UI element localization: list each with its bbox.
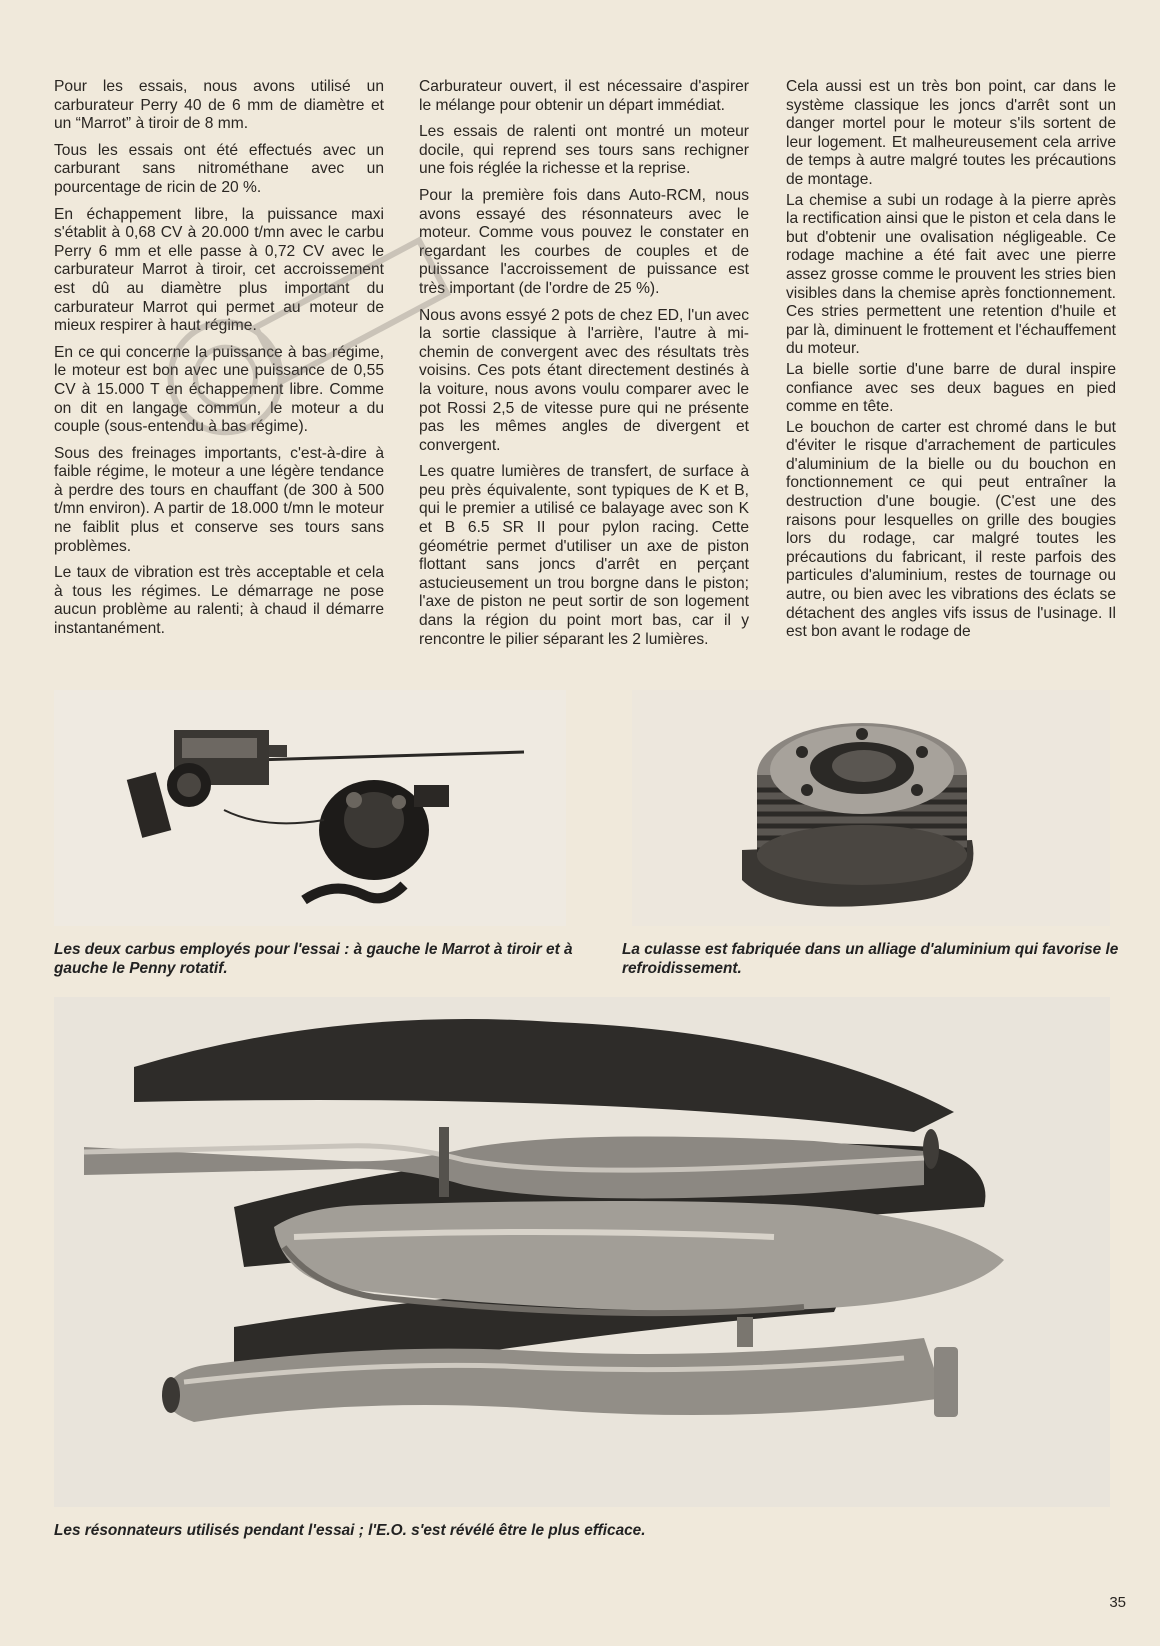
paragraph: La bielle sortie d'une barre de dural inspire confiance avec ses deux bagues en pied comme en tête. [786, 360, 1116, 416]
caption-cylinder-head: La culasse est fabriquée dans un alliage d'aluminium qui favorise le refroidissement. [622, 941, 1119, 977]
caption-resonators: Les résonnateurs utilisés pendant l'essai ; l'E.O. s'est révélé être le plus efficace. [54, 1522, 646, 1539]
paragraph: Nous avons essyé 2 pots de chez ED, l'un avec la sortie classique à l'arrière, l'autre à mi-chemin de convergent avec des résultats très voisins. Ces pots étant directement destinés à la voiture, nous avons voulu comparer avec le pot Rossi 2,5 de vitesse pure qui ne présente pas les mêmes angles de divergent et convergent. [419, 306, 749, 454]
photo-carburetors [54, 690, 566, 926]
paragraph: Le taux de vibration est très acceptable et cela à tous les régimes. Le démarrage ne pose aucun problème au ralenti; à chaud il démarre instantanément. [54, 564, 384, 638]
paragraph: Carburateur ouvert, il est nécessaire d'aspirer le mélange pour obtenir un départ immédiat. [419, 78, 749, 114]
photo-resonators [54, 997, 1110, 1507]
paragraph: Le bouchon de carter est chromé dans le but d'éviter le risque d'arrachement de particules d'aluminium de la bielle ou du bouchon en fonctionnement ce qui peut entraîner la destruction d'une bougie. (C'est une des raisons pour lesquelles on grille des bougies lors du rodage, car malgré toutes les précautions du fabricant, il reste parfois des particules d'aluminium, restes de tournage ou autre, ou bien avec les vibrations des éclats se détachent des angles vifs issus de l'usinage. Il est bon avant le rodage de [786, 418, 1116, 641]
photo-cylinder-head [632, 690, 1110, 926]
paragraph: Sous des freinages importants, c'est-à-dire à faible régime, le moteur a une légère tendance à perdre des tours en chauffant (de 300 à 500 t/mn environ). A partir de 18.000 t/mn le moteur ne faiblit plus et conserve ses tours sans problèmes. [54, 444, 384, 555]
paragraph: En échappement libre, la puissance maxi s'établit à 0,68 CV à 20.000 t/mn avec le carbu Perry 6 mm et elle passe à 0,72 CV avec le carburateur Marrot à tiroir, cet accroissement est dû au diamètre plus important du carburateur Marrot qui permet au moteur de mieux respirer à haut régime. [54, 205, 384, 335]
paragraph: Les quatre lumières de transfert, de surface à peu près équivalente, sont typiques de K et B, qui le premier a utilisé ce balayage avec son K et B 6.5 SR II pour pylon racing. Cette géométrie permet d'utiliser un axe de piston flottant sans joncs d'arrêt en perçant astucieusement un trou borgne dans le piston; l'axe de piston ne peut sortir de son logement dans la région du point mort bas, car il y rencontre le pilier séparant les 2 lumières. [419, 463, 749, 648]
paragraph: Tous les essais ont été effectués avec un carburant sans nitrométhane avec un pourcentage de ricin de 20 %. [54, 141, 384, 196]
paragraph: Pour la première fois dans Auto-RCM, nous avons essayé des résonnateurs avec le moteur. Comme vous pouvez le constater en regardant les courbes de couples et de puissance l'accroissement de puissance est très important (de l'ordre de 25 %). [419, 186, 749, 297]
paragraph: Les essais de ralenti ont montré un moteur docile, qui reprend ses tours sans rechigner une fois réglée la richesse et la reprise. [419, 123, 749, 178]
paragraph: Pour les essais, nous avons utilisé un carburateur Perry 40 de 6 mm de diamètre et un “Marrot” à tiroir de 8 mm. [54, 78, 384, 133]
text-column-3 [786, 78, 1116, 650]
caption-carburetors: Les deux carbus employés pour l'essai : à gauche le Marrot à tiroir et à gauche le Penny rotatif. [54, 941, 573, 977]
paragraph: En ce qui concerne la puissance à bas régime, le moteur est bon avec une puissance de 0,55 CV à 15.000 T en échappement libre. Comme on dit en langage commun, le moteur a du couple (sous-entendu à bas régime). [54, 343, 384, 436]
page-number: 35 [1109, 1594, 1126, 1611]
paragraph: La chemise a subi un rodage à la pierre après la rectification ainsi que le piston et cela dans le but d'obtenir une ovalisation négligeable. Ce rodage machine a été fait avec une pierre assez grosse comme le prouvent les stries bien visibles dans la chemise après fonctionnement. Ces stries permettent une retention d'huile et par là, diminuent le frottement et l'échauffement du moteur. [786, 191, 1116, 358]
text-column-2 [419, 78, 749, 657]
paragraph: Cela aussi est un très bon point, car dans le système classique les joncs d'arrêt sont un danger mortel pour le moteur s'ils sortent de leur logement. Et malheureusement cela arrive de temps à autre malgré toutes les précautions de montage. [786, 78, 1116, 188]
